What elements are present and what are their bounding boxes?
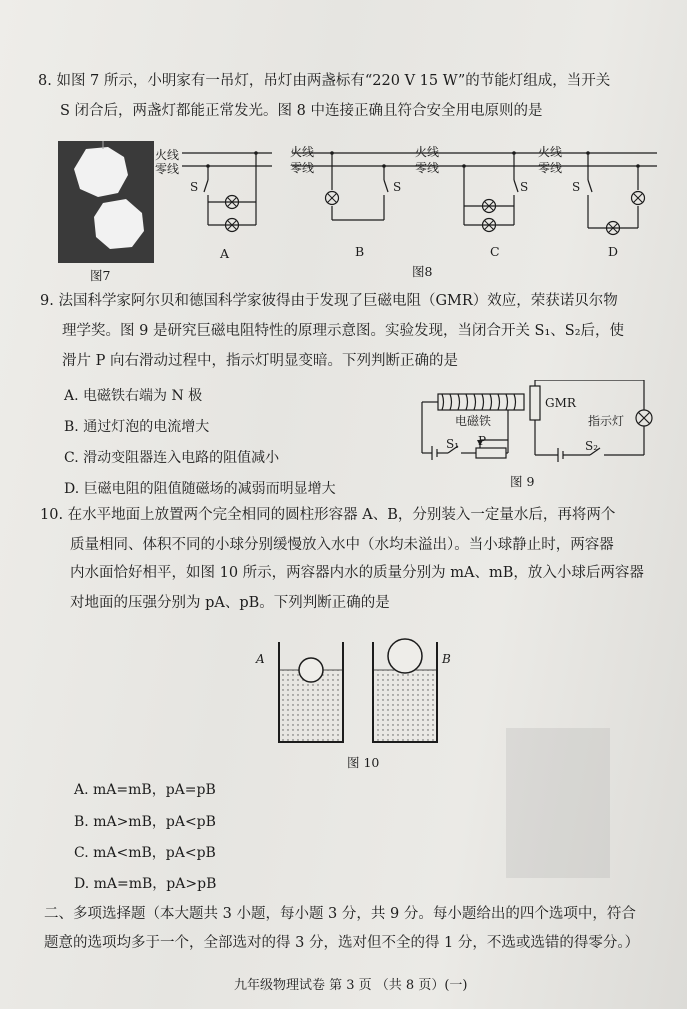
switch-label-a: S: [190, 180, 199, 194]
q10-option-b: B. mA>mB，pA<pB: [74, 814, 216, 830]
neutral-wire-label-d: 零线: [538, 161, 563, 175]
electromagnet-label: 电磁铁: [455, 414, 492, 428]
container-b-label: B: [442, 652, 451, 666]
bleed-through-shadow: [506, 728, 610, 878]
p-label: P: [478, 434, 487, 448]
circuit-label-c: C: [490, 244, 500, 259]
container-a-label: A: [256, 652, 265, 666]
page-footer: 九年级物理试卷 第 3 页 （共 8 页）(一): [234, 978, 468, 993]
q10-line2: 质量相同、体积不同的小球分别缓慢放入水中（水均未溢出）。当小球静止时，两容器: [70, 537, 614, 553]
section2-line1: 二、多项选择题（本大题共 3 小题，每小题 3 分，共 9 分。每小题给出的四个选项中，符合: [44, 906, 636, 922]
fig7-photo: [58, 141, 154, 263]
q9-option-d: D. 巨磁电阻的阻值随磁场的减弱而明显增大: [64, 481, 336, 497]
switch-label-d: S: [572, 180, 581, 194]
container-b-water: [373, 670, 437, 742]
lamp-crosses: [228, 194, 643, 233]
live-wire-label-b: 火线: [290, 145, 315, 159]
q10-line4: 对地面的压强分别为 pA、pB。下列判断正确的是: [70, 595, 390, 611]
neutral-wire-label-b: 零线: [290, 161, 315, 175]
neutral-wire-label-a: 零线: [155, 162, 180, 176]
switch-label-b: S: [393, 180, 402, 194]
q8-line1: 8. 如图 7 所示，小明家有一吊灯，吊灯由两盏标有“220 V 15 W”的节能灯组成，当开关: [38, 73, 611, 89]
switch-label-c: S: [520, 180, 529, 194]
q8-line2: S 闭合后，两盏灯都能正常发光。图 8 中连接正确且符合安全用电原则的是: [60, 103, 543, 119]
ball-a: [299, 658, 323, 682]
s2-label: S₂: [585, 439, 599, 453]
fig9-caption: 图 9: [510, 474, 535, 489]
fig10-caption: 图 10: [347, 755, 380, 770]
ball-b: [388, 639, 422, 673]
neutral-wire-label-c: 零线: [415, 161, 440, 175]
circuit-label-d: D: [608, 244, 619, 259]
q10-line3: 内水面恰好相平，如图 10 所示，两容器内水的质量分别为 mA、mB，放入小球后两容器: [70, 565, 644, 581]
fig8-circuits: [152, 140, 662, 260]
q9-option-a: A. 电磁铁右端为 N 极: [64, 388, 203, 404]
fig8-caption: 图8: [412, 264, 433, 279]
q9-option-b: B. 通过灯泡的电流增大: [64, 419, 210, 435]
q9-line1: 9. 法国科学家阿尔贝和德国科学家彼得由于发现了巨磁电阻（GMR）效应，荣获诺贝尔物: [40, 293, 618, 309]
lamp-label: 指示灯: [588, 414, 625, 428]
section2-line2: 题意的选项均多于一个，全部选对的得 3 分，选对但不全的得 1 分，不选或选错的得零分。）: [44, 935, 640, 951]
live-wire-label-d: 火线: [538, 145, 563, 159]
fig7-caption: 图7: [90, 268, 111, 283]
q10-option-c: C. mA<mB，pA<pB: [74, 845, 216, 861]
q10-line1: 10. 在水平地面上放置两个完全相同的圆柱形容器 A、B，分别装入一定量水后，再将两个: [40, 507, 616, 523]
fig10-diagram: [266, 628, 456, 748]
q10-option-d: D. mA=mB，pA>pB: [74, 876, 217, 892]
q9-option-c: C. 滑动变阻器连入电路的阻值减小: [64, 450, 280, 466]
live-wire-label-a: 火线: [155, 148, 180, 162]
s1-label: S₁: [446, 437, 460, 451]
q9-line3: 滑片 P 向右滑动过程中，指示灯明显变暗。下列判断正确的是: [62, 353, 458, 369]
circuit-label-a: A: [220, 246, 230, 261]
gmr-label: GMR: [545, 396, 576, 410]
q10-option-a: A. mA=mB，pA=pB: [74, 782, 216, 798]
q9-line2: 理学奖。图 9 是研究巨磁电阻特性的原理示意图。实验发现，当闭合开关 S₁、S₂后，使: [62, 323, 625, 339]
circuit-label-b: B: [355, 244, 365, 259]
live-wire-label-c: 火线: [415, 145, 440, 159]
